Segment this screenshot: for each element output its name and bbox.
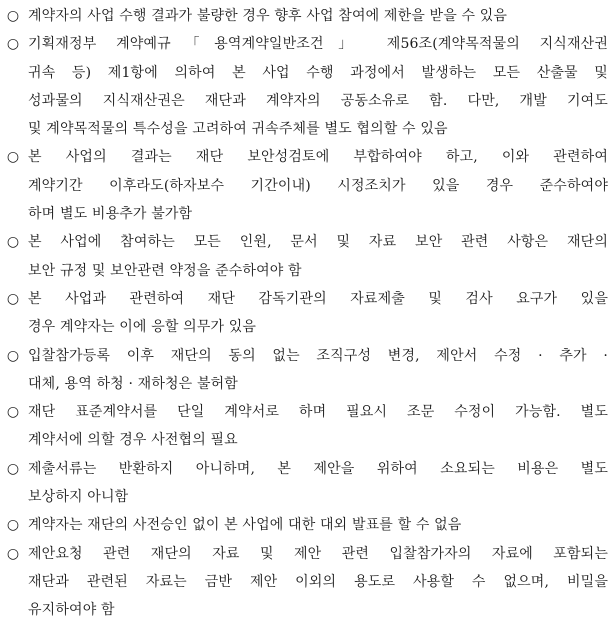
paragraph-line: 본 사업의 결과는 재단 보안성검토에 부합하여야 하고, 이와 관련하여 <box>28 149 608 166</box>
list-item <box>6 342 608 399</box>
circle-bullet-icon: ○ <box>6 517 20 534</box>
circle-bullet-icon: ○ <box>6 149 20 166</box>
circle-bullet-icon: ○ <box>6 347 20 364</box>
paragraph-line: 귀속 등) 제1항에 의하여 본 사업 수행 과정에서 발생하는 모든 산출물 및 <box>28 64 608 81</box>
list-item <box>6 511 608 539</box>
paragraph-line: 본 사업에 참여하는 모든 인원, 문서 및 자료 보안 관련 사항은 재단의 <box>28 234 608 251</box>
circle-bullet-icon: ○ <box>6 404 20 421</box>
paragraph-line: 계약기간 이후라도(하자보수 기간이내) 시정조치가 있을 경우 준수하여야 <box>28 177 608 194</box>
paragraph-line: 대체, 용역 하청 · 재하청은 불허함 <box>28 375 238 392</box>
circle-bullet-icon: ○ <box>6 8 20 24</box>
list-item <box>6 455 608 512</box>
paragraph-line: 계약서에 의할 경우 사전협의 필요 <box>28 432 238 449</box>
circle-bullet-icon: ○ <box>6 460 20 477</box>
circle-bullet-icon: ○ <box>6 234 20 251</box>
circle-bullet-icon: ○ <box>6 36 20 53</box>
list-item <box>6 228 608 285</box>
paragraph-line: 보상하지 아니함 <box>28 489 129 506</box>
paragraph-line: 제안요청 관련 재단의 자료 및 제안 관련 입찰참가자의 자료에 포함되는 <box>28 545 608 562</box>
paragraph-line: 성과물의 지식재산권은 재단과 계약자의 공동소유로 함. 다만, 개발 기여도 <box>28 92 608 109</box>
paragraph-line: 경우 계약자는 이에 응할 의무가 있음 <box>28 319 257 336</box>
paragraph-line: 기획재정부 계약예규「용역계약일반조건」 제56조(계약목적물의 지식재산권 <box>28 36 608 53</box>
circle-bullet-icon: ○ <box>6 290 20 307</box>
list-item <box>6 30 608 143</box>
paragraph-line: 및 계약목적물의 특수성을 고려하여 귀속주체를 별도 협의할 수 있음 <box>28 121 448 138</box>
paragraph-line: 본 사업과 관련하여 재단 감독기관의 자료제출 및 검사 요구가 있을 <box>28 290 608 307</box>
list-item <box>6 540 608 625</box>
paragraph-line: 보안 규정 및 보안관련 약정을 준수하여야 함 <box>28 262 302 279</box>
list-item <box>6 285 608 342</box>
paragraph-line: 입찰참가등록 이후 재단의 동의 없는 조직구성 변경, 제안서 수정 · 추가 · <box>28 347 608 364</box>
list-item <box>6 2 608 30</box>
paragraph-line: 유지하여야 함 <box>28 602 115 619</box>
paragraph-line: 제출서류는 반환하지 아니하며, 본 제안을 위하여 소요되는 비용은 별도 <box>28 460 608 477</box>
paragraph-line: 계약자는 재단의 사전승인 없이 본 사업에 대한 대외 발표를 할 수 없음 <box>28 517 462 534</box>
circle-bullet-icon: ○ <box>6 545 20 562</box>
list-item <box>6 398 608 455</box>
paragraph-line: 재단과 관련된 자료는 금반 제안 이외의 용도로 사용할 수 없으며, 비밀을 <box>28 573 608 590</box>
paragraph-line: 재단 표준계약서를 단일 계약서로 하며 필요시 조문 수정이 가능함. 별도 <box>28 404 608 421</box>
paragraph-line: 하며 별도 비용추가 불가함 <box>28 206 193 223</box>
paragraph-line: 계약자의 사업 수행 결과가 불량한 경우 향후 사업 참여에 제한을 받을 수 있음 <box>28 8 508 24</box>
list-item <box>6 143 608 228</box>
